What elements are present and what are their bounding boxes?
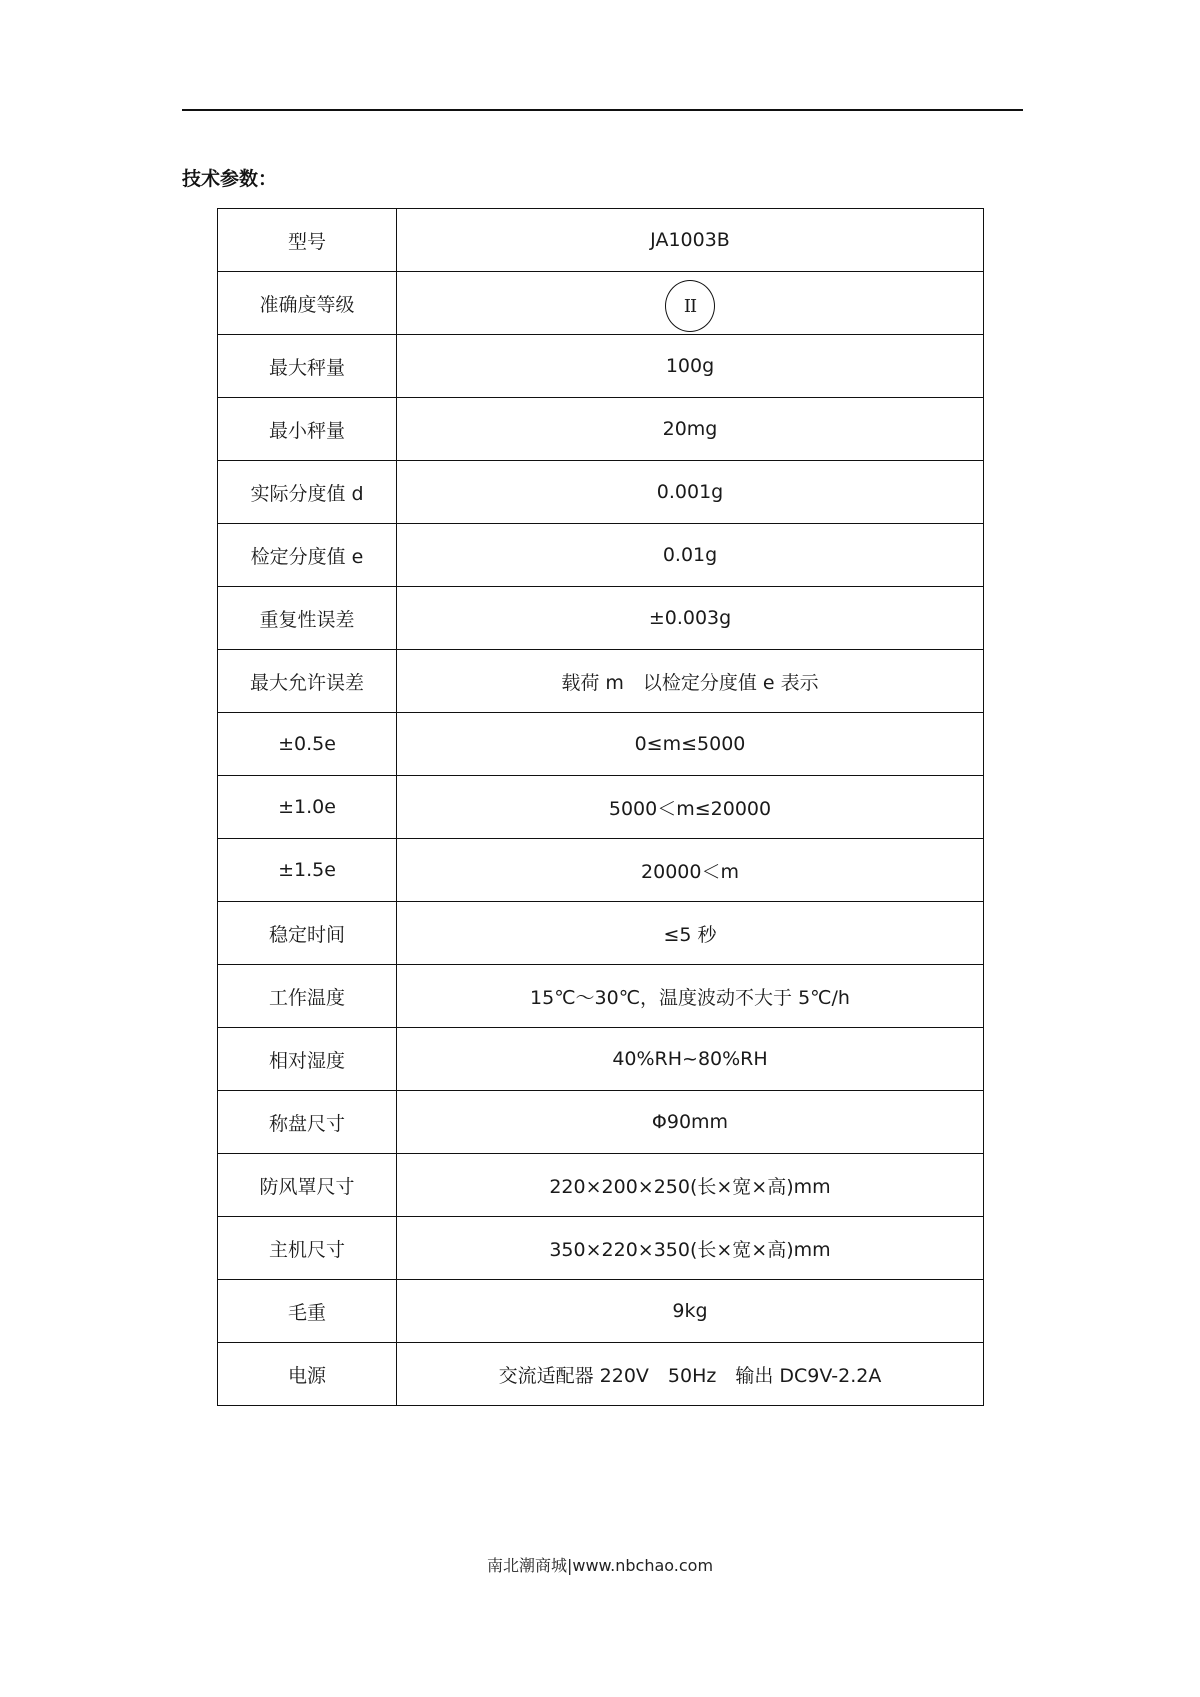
table-row [218, 335, 984, 398]
row-label: ±0.5e [218, 713, 397, 776]
row-value: 交流适配器 220V 50Hz 输出 DC9V-2.2A [397, 1343, 984, 1406]
table-row [218, 1280, 984, 1343]
row-label: 防风罩尺寸 [218, 1154, 397, 1217]
row-label: 毛重 [218, 1280, 397, 1343]
table-row [218, 965, 984, 1028]
row-value: 40%RH~80%RH [397, 1028, 984, 1091]
accuracy-class-circle-icon: II [665, 280, 715, 332]
row-label: 检定分度值 e [218, 524, 397, 587]
table-row [218, 272, 984, 335]
footer-url-link[interactable]: www.nbchao.com [572, 1556, 714, 1575]
row-value: 220×200×250(长×宽×高)mm [397, 1154, 984, 1217]
table-row [218, 839, 984, 902]
spec-table [217, 208, 984, 1406]
table-row [218, 461, 984, 524]
table-row [218, 776, 984, 839]
page-footer [0, 1553, 1200, 1576]
row-value: 5000＜m≤20000 [397, 776, 984, 839]
table-row [218, 1217, 984, 1280]
row-label: 重复性误差 [218, 587, 397, 650]
table-row [218, 650, 984, 713]
row-value: 0≤m≤5000 [397, 713, 984, 776]
row-label: 称盘尺寸 [218, 1091, 397, 1154]
row-value: 100g [397, 335, 984, 398]
row-label: 电源 [218, 1343, 397, 1406]
row-value: Φ90mm [397, 1091, 984, 1154]
header-rule [182, 109, 1023, 111]
section-heading: 技术参数： [182, 168, 278, 190]
row-label: 主机尺寸 [218, 1217, 397, 1280]
row-label: 型号 [218, 209, 397, 272]
table-row [218, 1343, 984, 1406]
row-value: JA1003B [397, 209, 984, 272]
row-label: ±1.5e [218, 839, 397, 902]
row-value [397, 272, 984, 335]
row-value: 0.001g [397, 461, 984, 524]
row-value: ±0.003g [397, 587, 984, 650]
row-value: 0.01g [397, 524, 984, 587]
table-row [218, 902, 984, 965]
footer-brand: 南北潮商城 [486, 1556, 567, 1575]
row-label: 稳定时间 [218, 902, 397, 965]
row-value: 9kg [397, 1280, 984, 1343]
row-label: 最大允许误差 [218, 650, 397, 713]
row-label: 相对湿度 [218, 1028, 397, 1091]
row-label: ±1.0e [218, 776, 397, 839]
table-row [218, 1154, 984, 1217]
table-row [218, 524, 984, 587]
row-value: 20000＜m [397, 839, 984, 902]
table-row [218, 713, 984, 776]
row-label: 准确度等级 [218, 272, 397, 335]
row-value: 350×220×350(长×宽×高)mm [397, 1217, 984, 1280]
row-value: ≤5 秒 [397, 902, 984, 965]
row-value: 20mg [397, 398, 984, 461]
table-row [218, 587, 984, 650]
footer-separator: | [566, 1556, 573, 1575]
table-row [218, 1091, 984, 1154]
row-label: 工作温度 [218, 965, 397, 1028]
row-value: 载荷 m 以检定分度值 e 表示 [397, 650, 984, 713]
table-row [218, 398, 984, 461]
row-label: 最小秤量 [218, 398, 397, 461]
table-row [218, 1028, 984, 1091]
row-label: 实际分度值 d [218, 461, 397, 524]
row-label: 最大秤量 [218, 335, 397, 398]
row-value: 15℃～30℃，温度波动不大于 5℃/h [397, 965, 984, 1028]
table-row [218, 209, 984, 272]
